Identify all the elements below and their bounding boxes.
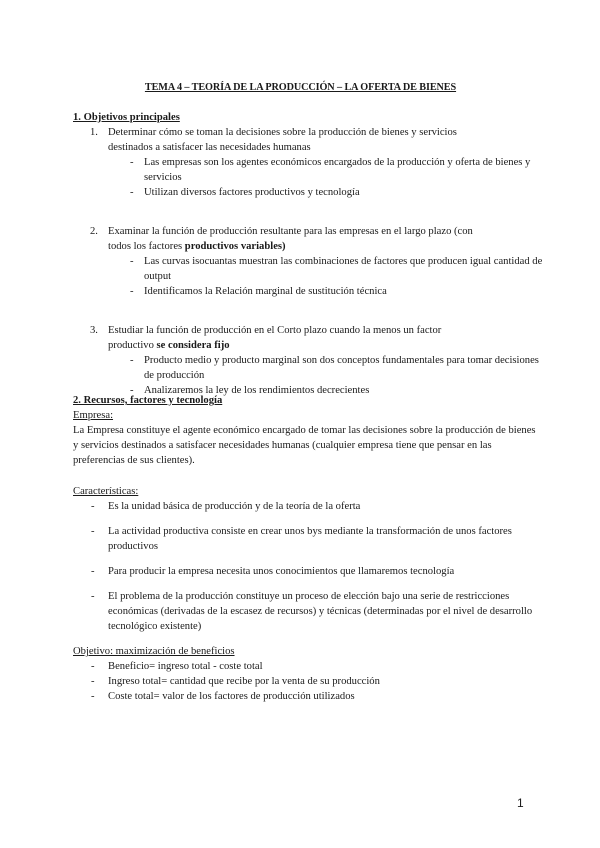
paragraph-empresa: La Empresa constituye el agente económico encargado de tomar las decisiones sobre la producción de bienes y servicios destinados a satisfacer necesidades humanas (cualquier empresa tiene que pensar en las preferencias de sus clientes). [73,425,536,466]
objective-item [73,125,543,155]
sub-item [73,353,543,383]
document-title: TEMA 4 – TEORÍA DE LA PRODUCCIÓN – LA OFERTA DE BIENES [144,82,457,93]
sub-item [73,155,543,185]
dash-bullet: - [91,661,95,672]
subsection-label-objetivo: Objetivo: maximización de beneficios [73,646,235,657]
objective-item [73,224,543,254]
item-text: todos los factores productivos variables) [108,241,286,252]
dash-bullet: - [91,676,95,687]
list-item-text: Es la unidad básica de producción y de la teoría de la oferta [108,501,361,512]
list-item [73,589,543,634]
bold-phrase: se considera fijo [156,340,230,351]
dash-bullet: - [130,286,134,297]
list-item [73,524,543,554]
sub-item-text: Producto medio y producto marginal son dos conceptos fundamentales para tomar decisiones de producción [144,355,539,381]
item-text: productivo se considera fijo [108,340,230,351]
page-number: 1 [517,796,524,810]
list-item [73,689,543,704]
list-item-text: Ingreso total= cantidad que recibe por la venta de su producción [108,676,380,687]
subsection-label-caracteristicas: Características: [73,486,139,497]
section-heading: 2. Recursos, factores y tecnología [73,395,223,406]
dash-bullet: - [91,691,95,702]
list-item-text: Coste total= valor de los factores de producción utilizados [108,691,355,702]
item-number: 1. [90,127,98,138]
subsection-label-empresa: Empresa: [73,410,114,421]
dash-bullet: - [91,591,95,602]
objective-item [73,323,543,353]
item-text: Estudiar la función de producción en el Corto plazo cuando la menos un factor [108,325,442,336]
section-recursos [73,393,543,704]
list-item [73,659,543,674]
list-item-text: Para producir la empresa necesita unos conocimientos que llamaremos tecnología [108,566,455,577]
sub-item-text: Utilizan diversos factores productivos y tecnología [144,187,360,198]
dash-bullet: - [91,526,95,537]
list-item [73,674,543,689]
sub-item-text: Analizaremos la ley de los rendimientos decrecientes [144,385,370,396]
item-text: Determinar cómo se toman la decisiones sobre la producción de bienes y servicios [108,127,457,138]
item-text: Examinar la función de producción resultante para las empresas en el largo plazo (con [108,226,473,237]
item-number: 2. [90,226,98,237]
list-item-text: La actividad productiva consiste en crear unos bys mediante la transformación de unos factores productivos [108,526,512,552]
list-item-text: Beneficio= ingreso total - coste total [108,661,263,672]
sub-item [73,284,543,299]
dash-bullet: - [130,256,134,267]
sub-item [73,254,543,284]
bold-phrase: productivos variables) [184,241,286,252]
item-number: 3. [90,325,98,336]
dash-bullet: - [130,355,134,366]
list-item [73,499,543,514]
dash-bullet: - [130,157,134,168]
dash-bullet: - [130,187,134,198]
item-text: destinados a satisfacer las necesidades humanas [108,142,311,153]
sub-item-text: Las empresas son los agentes económicos encargados de la producción y oferta de bienes y servicios [144,157,531,183]
list-item-text: El problema de la producción constituye un proceso de elección bajo una serie de restricciones económicas (derivadas de la escasez de recursos) y técnicas (determinadas por el nivel de desarrollo tecnológico existente) [108,591,533,632]
list-item [73,564,543,579]
sub-item [73,185,543,200]
sub-item-text: Identificamos la Relación marginal de sustitución técnica [144,286,387,297]
dash-bullet: - [91,501,95,512]
section-heading: 1. Objetivos principales [73,112,180,123]
dash-bullet: - [91,566,95,577]
dash-bullet: - [130,385,134,396]
section-objetivos [73,110,543,398]
sub-item-text: Las curvas isocuantas muestran las combinaciones de factores que producen igual cantidad de output [144,256,543,282]
